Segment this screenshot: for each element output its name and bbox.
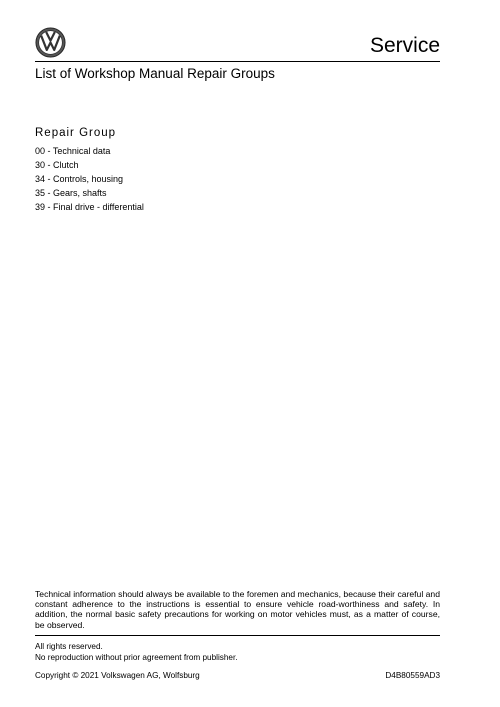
repair-group-item-34[interactable]: 34 - Controls, housing (35, 174, 124, 184)
volkswagen-logo-icon (35, 27, 66, 58)
copyright-notice: Copyright © 2021 Volkswagen AG, Wolfsburg (35, 671, 200, 680)
footer-divider (35, 635, 440, 636)
technical-information-notice: Technical information should always be available to the foremen and mechanics, because their careful and constant adherence to the instructions is essential to ensure vehicle road-worthiness and safety. In addition, the normal basic safety precautions for working on motor vehicles must, as a matter of course, be observed. (35, 589, 440, 630)
repair-group-item-00[interactable]: 00 - Technical data (35, 146, 111, 156)
repair-group-list (35, 144, 144, 214)
rights-line-2: No reproduction without prior agreement from publisher. (35, 652, 238, 662)
rights-statement (35, 642, 238, 663)
service-label: Service (369, 34, 440, 57)
repair-group-section (35, 126, 144, 214)
header-divider (35, 61, 440, 62)
repair-group-item-39[interactable]: 39 - Final drive - differential (35, 202, 144, 212)
document-id: D4B80559AD3 (385, 671, 440, 680)
repair-group-item-30[interactable]: 30 - Clutch (35, 160, 79, 170)
repair-group-item-35[interactable]: 35 - Gears, shafts (35, 188, 107, 198)
page-title: List of Workshop Manual Repair Groups (35, 66, 275, 81)
repair-group-heading: Repair Group (35, 127, 117, 139)
rights-line-1: All rights reserved. (35, 642, 103, 651)
